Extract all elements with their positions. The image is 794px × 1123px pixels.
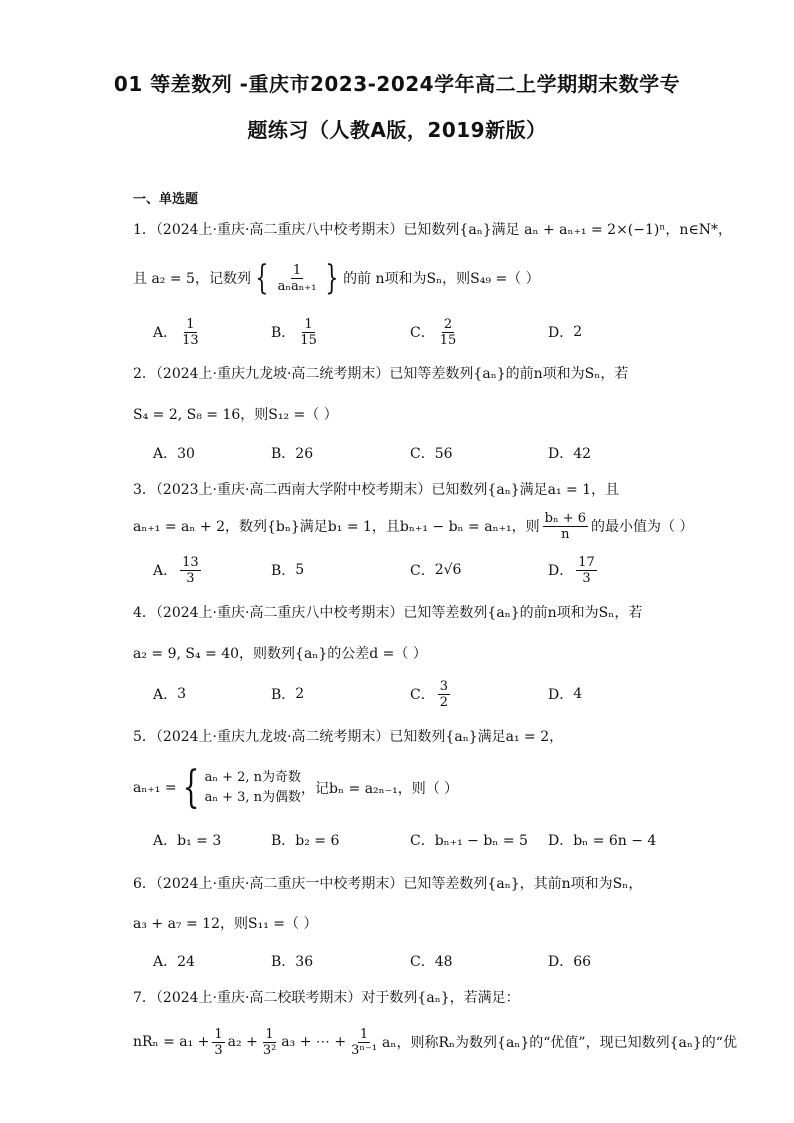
option-label: D． [548, 563, 574, 579]
q1-options [153, 312, 753, 352]
q5-option-d[interactable]: D．bₙ = 6n − 4 [548, 833, 657, 849]
q3-option-a[interactable] [153, 550, 204, 590]
q7-text-a: nRₙ = a₁ + [133, 1034, 210, 1050]
option-label: C． [410, 687, 435, 703]
q7-stem-line-2 [133, 1020, 737, 1064]
q1-option-a[interactable] [153, 312, 204, 352]
option-label: D． [548, 687, 574, 703]
fraction-denominator: aₙaₙ₊₁ [277, 278, 317, 294]
option-value: 3 [177, 686, 187, 702]
q2-options [153, 433, 753, 473]
q4-stem-line-1: 4．（2024上·重庆·高二重庆八中校考期末）已知等差数列{aₙ}的前n项和为Sₙ，若 [133, 605, 643, 621]
q7-fraction-2 [261, 1027, 278, 1058]
option-label: A． [153, 563, 178, 579]
fraction-denominator: 3 [186, 570, 195, 586]
q5-stem-line-1: 5．（2024上·重庆九龙坡·高二统考期末）已知数列{aₙ}满足a₁ = 2， [133, 729, 564, 745]
q3-text-a: aₙ₊₁ = aₙ + 2，数列{bₙ}满足b₁ = 1，且bₙ₊₁ − bₙ = aₙ₊₁，则 [133, 519, 540, 535]
q3-stem-line-2 [133, 506, 693, 546]
fraction-numerator: 1 [359, 1026, 369, 1042]
option-label: C． [410, 325, 435, 341]
option-label: B． [271, 687, 296, 703]
q4-option-b[interactable] [271, 674, 304, 714]
option-label: D． [548, 325, 574, 341]
q3-fraction [543, 511, 588, 542]
q6-option-b[interactable]: B．36 [271, 954, 314, 970]
option-fraction [576, 555, 597, 586]
fraction-numerator: 1 [214, 1026, 223, 1042]
q2-option-c[interactable]: C．56 [410, 446, 453, 462]
q5-piecewise [205, 768, 301, 808]
fraction-denominator: 3ⁿ⁻¹ [351, 1042, 378, 1058]
fraction-numerator: bₙ + 6 [544, 510, 587, 526]
q4-option-d[interactable] [548, 674, 582, 714]
q6-option-d[interactable]: D．66 [548, 954, 592, 970]
q5-option-a[interactable]: A．b₁ = 3 [153, 833, 222, 849]
q6-options [153, 941, 753, 981]
q1-text-a: 且 a₂ = 5，记数列 [133, 271, 251, 287]
q1-option-b[interactable] [271, 312, 322, 352]
q1-text-b: 的前 n项和为Sₙ，则S₄₉ =（ ） [343, 271, 540, 287]
q2-option-d[interactable]: D．42 [548, 446, 592, 462]
q4-option-a[interactable] [153, 674, 186, 714]
option-value: 2 [573, 324, 583, 340]
section-heading: 一、单选题 [133, 192, 199, 207]
fraction-numerator: 3 [439, 678, 448, 694]
option-value: 2√6 [434, 562, 462, 578]
fraction-denominator: 3 [582, 570, 591, 586]
fraction-denominator: 3² [262, 1042, 277, 1058]
fraction-denominator: 2 [439, 694, 448, 710]
left-brace-icon: { [182, 762, 199, 813]
fraction-numerator: 1 [292, 262, 302, 278]
q5-options [153, 820, 753, 860]
option-label: B． [271, 325, 296, 341]
q6-option-c[interactable]: C．48 [410, 954, 453, 970]
q7-fraction-1 [212, 1027, 224, 1058]
option-value: 4 [573, 686, 583, 702]
q1-fraction [276, 263, 319, 294]
q3-option-d[interactable] [548, 550, 600, 590]
q7-text-b: a₂ + [227, 1034, 258, 1050]
option-fraction [298, 317, 319, 348]
q3-stem-line-1: 3．（2023上·重庆·高二西南大学附中校考期末）已知数列{aₙ}满足a₁ = 1，且 [133, 482, 620, 498]
q3-options [153, 550, 753, 590]
document-title-line-2: 题练习（人教A版，2019新版） [247, 118, 547, 142]
q4-stem-line-2: a₂ = 9, S₄ = 40，则数列{aₙ}的公差d =（ ） [133, 646, 427, 662]
q2-option-b[interactable]: B．26 [271, 446, 314, 462]
q2-stem-line-2: S₄ = 2, S₈ = 16，则S₁₂ =（ ） [133, 407, 338, 423]
fraction-numerator: 1 [186, 316, 195, 332]
option-fraction [180, 317, 201, 348]
q4-option-c[interactable] [410, 674, 453, 714]
fraction-numerator: 17 [578, 554, 595, 570]
q3-option-c[interactable] [410, 550, 461, 590]
q2-option-a[interactable]: A．30 [153, 446, 195, 462]
q6-stem-line-2: a₃ + a₇ = 12，则S₁₁ =（ ） [133, 916, 318, 932]
option-value: 2 [295, 686, 305, 702]
option-fraction [438, 679, 450, 710]
q2-stem-line-1: 2．（2024上·重庆九龙坡·高二统考期末）已知等差数列{aₙ}的前n项和为Sₙ，若 [133, 366, 629, 382]
q3-text-b: 的最小值为（ ） [591, 519, 694, 535]
q1-stem-line-2 [133, 258, 540, 298]
q7-stem-line-1: 7．（2024上·重庆·高二校联考期末）对于数列{aₙ}，若满足： [133, 990, 520, 1006]
q6-option-a[interactable]: A．24 [153, 954, 195, 970]
option-value: 5 [295, 562, 305, 578]
right-brace-icon: } [325, 258, 339, 298]
document-title-line-1: 01 等差数列 -重庆市2023-2024学年高二上学期期末数学专 [113, 72, 681, 96]
q5-option-b[interactable]: B．b₂ = 6 [271, 833, 340, 849]
q1-option-c[interactable] [410, 312, 461, 352]
q5-lhs: aₙ₊₁ = [133, 780, 177, 796]
option-fraction [438, 317, 459, 348]
q5-rest: ，记bₙ = a₂ₙ₋₁，则（ ） [301, 781, 459, 797]
q7-text-d: aₙ，则称Rₙ为数列{aₙ}的“优值”，现已知数列{aₙ}的“优 [382, 1035, 737, 1051]
fraction-numerator: 1 [304, 316, 313, 332]
q4-options [153, 674, 753, 714]
fraction-denominator: 15 [439, 332, 457, 348]
left-brace-icon: { [255, 258, 269, 298]
q5-case-1: aₙ + 2, n为奇数 [204, 770, 302, 785]
q5-case-2: aₙ + 3, n为偶数 [204, 790, 302, 805]
fraction-denominator: 15 [300, 332, 317, 348]
fraction-numerator: 13 [182, 554, 199, 570]
fraction-denominator: 13 [182, 332, 199, 348]
q1-option-d[interactable] [548, 312, 582, 352]
q6-stem-line-1: 6．（2024上·重庆·高二重庆一中校考期末）已知等差数列{aₙ}，其前n项和为Sₙ， [133, 876, 643, 892]
q7-text-c: a₃ + ⋯ + [281, 1034, 347, 1050]
option-label: B． [271, 563, 296, 579]
q5-stem-line-2 [133, 764, 458, 812]
q1-stem-line-1: 1．（2024上·重庆·高二重庆八中校考期末）已知数列{aₙ}满足 aₙ + aₙ₊₁ = 2×(−1)ⁿ，n∈N*， [133, 222, 733, 238]
option-fraction [180, 555, 201, 586]
fraction-denominator: n [561, 526, 570, 542]
q5-option-c[interactable]: C．bₙ₊₁ − bₙ = 5 [410, 833, 528, 849]
fraction-denominator: 3 [214, 1042, 223, 1058]
option-label: C． [410, 563, 435, 579]
option-label: A． [153, 687, 178, 703]
option-label: A． [153, 325, 178, 341]
fraction-numerator: 1 [265, 1026, 274, 1042]
fraction-numerator: 2 [443, 316, 453, 332]
q7-fraction-3 [349, 1027, 379, 1058]
q3-option-b[interactable] [271, 550, 304, 590]
